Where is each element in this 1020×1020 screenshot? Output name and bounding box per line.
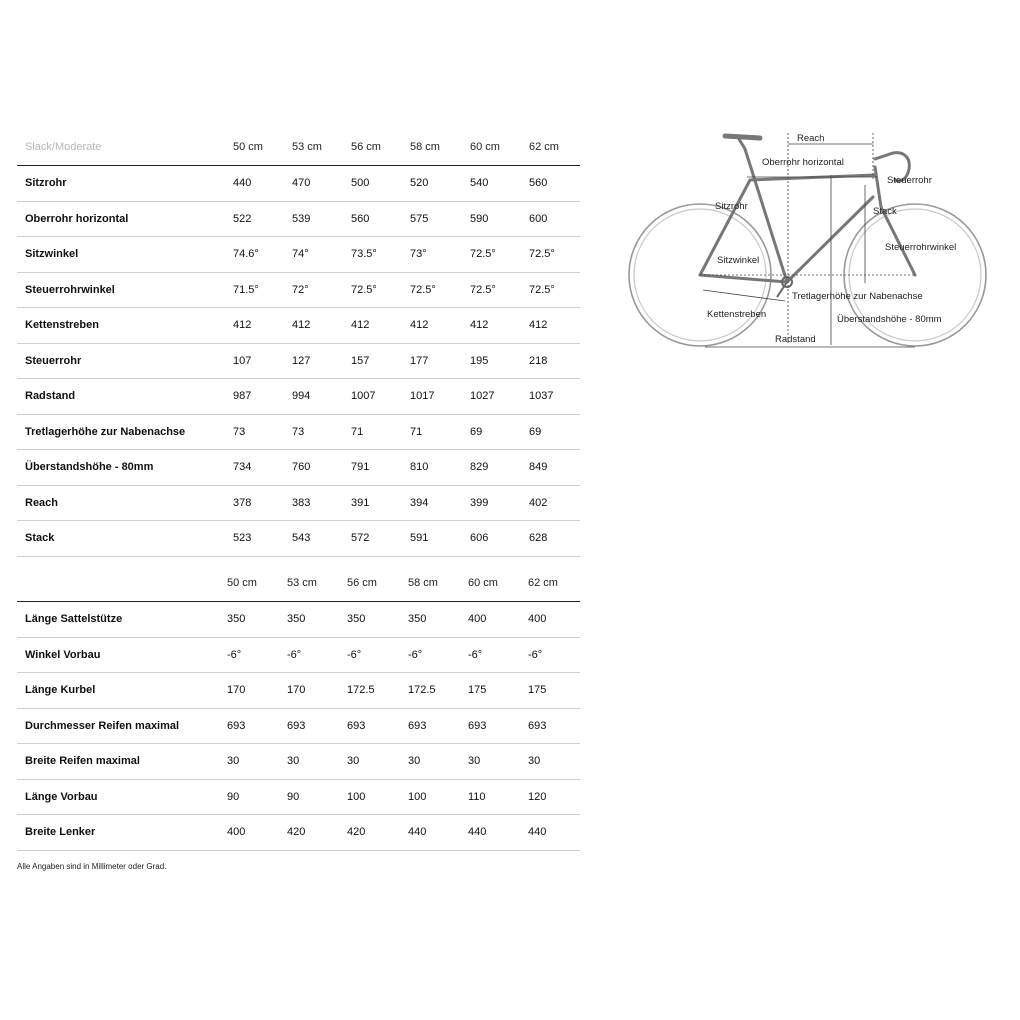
components-header-row [17,566,580,602]
table-cell: 350 [408,613,427,625]
table-cell: 195 [470,354,489,367]
row-label: Überstandshöhe - 80mm [25,461,154,473]
table-row [17,273,580,309]
table-row [17,638,580,674]
table-cell: 394 [410,496,429,509]
table-row [17,450,580,486]
table-row [17,308,580,344]
table-row [17,744,580,780]
table-cell: -6° [408,648,423,661]
label-steuerrohr: Steuerrohr [887,175,932,186]
table-cell: 523 [233,532,252,544]
size-header: 60 cm [468,577,498,589]
table-cell: 72.5° [470,248,496,260]
geometry-table [17,130,580,557]
table-cell: 73° [410,248,427,260]
table-cell: 30 [528,755,541,767]
table-cell: 72.5° [529,283,555,296]
table-cell: 72.5° [529,248,555,260]
table-cell: 402 [529,496,548,509]
row-label: Durchmesser Reifen maximal [25,719,180,732]
table-cell: 90 [287,790,300,803]
table-row [17,521,580,557]
table-cell: 350 [227,613,246,625]
table-cell: 520 [410,177,429,189]
row-label: Tretlagerhöhe zur Nabenachse [25,425,186,438]
table-cell: 107 [233,354,252,367]
label-stack: Stack [873,206,897,217]
row-label: Länge Sattelstütze [25,613,123,625]
table-row [17,709,580,745]
table-cell: 829 [470,461,489,473]
table-cell: 849 [529,461,548,473]
size-header: 58 cm [410,141,440,153]
table-cell: 400 [528,613,547,625]
table-cell: 560 [529,177,548,189]
table-cell: 606 [470,532,489,544]
table-cell: 539 [292,212,311,225]
table-cell: 30 [347,755,360,767]
size-header: 62 cm [529,141,559,153]
label-steuerrohrwinkel: Steuerrohrwinkel [885,242,957,253]
table-cell: 30 [408,755,421,767]
table-cell: 470 [292,177,311,189]
table-cell: 69 [529,425,542,438]
table-cell: 399 [470,496,489,509]
bike-geometry-diagram [625,125,995,355]
table-cell: 543 [292,532,311,544]
table-cell: 693 [528,719,547,732]
row-label: Radstand [25,390,76,402]
table-row [17,237,580,273]
table-cell: 600 [529,212,548,225]
label-radstand: Radstand [775,334,816,345]
table-cell: 71 [410,425,423,438]
table-cell: 175 [528,684,547,696]
table-cell: 994 [292,390,311,402]
table-cell: 810 [410,461,429,473]
table-cell: 591 [410,532,429,544]
table-cell: 72.5° [470,283,496,296]
label-ueberstand: Überstandshöhe - 80mm [837,314,942,325]
label-tretlager: Tretlagerhöhe zur Nabenachse [792,291,923,302]
row-label: Sitzrohr [25,177,67,189]
table-cell: 1017 [410,390,435,402]
table-cell: 100 [408,790,427,803]
table-cell: -6° [528,648,543,661]
table-cell: 440 [468,826,487,838]
label-sitzrohr: Sitzrohr [715,201,748,212]
table-cell: 127 [292,354,311,367]
size-header: 62 cm [528,577,558,589]
table-cell: 170 [287,684,306,696]
table-cell: 590 [470,212,489,225]
table-cell: 540 [470,177,489,189]
size-header: 53 cm [287,577,317,589]
row-label: Oberrohr horizontal [25,212,129,225]
table-cell: 72.5° [351,283,377,296]
geometry-header-row [17,130,580,166]
table-row [17,673,580,709]
table-cell: 412 [292,319,311,331]
size-header: 58 cm [408,577,438,589]
table-cell: 74° [292,248,309,260]
table-row [17,602,580,638]
table-row [17,815,580,851]
table-cell: 412 [351,319,370,331]
table-row [17,344,580,380]
row-label: Sitzwinkel [25,248,79,260]
table-cell: 522 [233,212,252,225]
table-cell: 412 [410,319,429,331]
table-cell: 73 [233,425,246,438]
table-cell: 73 [292,425,305,438]
table-cell: 73.5° [351,248,377,260]
table-row [17,486,580,522]
table-cell: 760 [292,461,311,473]
table-cell: 175 [468,684,487,696]
table-cell: 440 [233,177,252,189]
table-cell: 420 [287,826,306,838]
table-cell: 172.5 [347,684,375,696]
table-cell: 412 [233,319,252,331]
size-header: 56 cm [351,141,381,153]
table-variant-label: Slack/Moderate [25,141,102,153]
table-cell: 72.5° [410,283,436,296]
table-cell: 1037 [529,390,554,402]
table-cell: 71.5° [233,283,259,296]
table-cell: 69 [470,425,483,438]
row-label: Breite Lenker [25,826,96,838]
table-row [17,415,580,451]
table-cell: 170 [227,684,246,696]
table-cell: 420 [347,826,366,838]
table-cell: 90 [227,790,240,803]
table-cell: 693 [287,719,306,732]
table-cell: 30 [287,755,300,767]
table-cell: 172.5 [408,684,436,696]
table-cell: 30 [468,755,481,767]
table-cell: -6° [287,648,302,661]
table-cell: 120 [528,790,547,803]
row-label: Steuerrohr [25,354,82,367]
table-cell: 72° [292,283,309,296]
table-cell: -6° [468,648,483,661]
table-cell: 400 [227,826,246,838]
table-cell: 440 [528,826,547,838]
table-cell: 500 [351,177,370,189]
row-label: Länge Vorbau [25,790,98,803]
table-row [17,202,580,238]
table-cell: 440 [408,826,427,838]
table-cell: 110 [468,790,486,803]
row-label: Breite Reifen maximal [25,755,140,767]
table-cell: 350 [347,613,366,625]
table-cell: 400 [468,613,487,625]
table-cell: 218 [529,354,548,367]
table-cell: 157 [351,354,370,367]
footnote: Alle Angaben sind in Millimeter oder Grad. [17,862,167,871]
table-cell: 693 [408,719,427,732]
size-header: 50 cm [227,577,257,589]
table-cell: 177 [410,354,429,367]
table-cell: 74.6° [233,248,259,260]
label-kettenstreben: Kettenstreben [707,309,767,320]
table-cell: 693 [468,719,487,732]
table-cell: 1007 [351,390,376,402]
components-table [17,566,580,851]
row-label: Kettenstreben [25,319,99,331]
table-cell: 71 [351,425,364,438]
table-cell: -6° [227,648,242,661]
table-cell: 693 [227,719,246,732]
table-cell: -6° [347,648,362,661]
table-cell: 734 [233,461,252,473]
table-cell: 572 [351,532,370,544]
table-cell: 987 [233,390,252,402]
table-cell: 383 [292,496,311,509]
row-label: Winkel Vorbau [25,648,101,661]
size-header: 60 cm [470,141,500,153]
table-cell: 100 [347,790,366,803]
table-cell: 575 [410,212,429,225]
size-header: 50 cm [233,141,263,153]
row-label: Stack [25,532,55,544]
table-cell: 1027 [470,390,495,402]
saddle [725,136,760,138]
table-cell: 693 [347,719,366,732]
table-cell: 791 [351,461,370,473]
table-cell: 412 [470,319,489,331]
table-cell: 391 [351,496,370,509]
table-cell: 350 [287,613,306,625]
table-row [17,166,580,202]
table-cell: 378 [233,496,252,509]
size-header: 56 cm [347,577,377,589]
label-reach: Reach [797,133,825,144]
table-cell: 628 [529,532,548,544]
table-row [17,780,580,816]
table-cell: 30 [227,755,240,767]
label-oberrohr: Oberrohr horizontal [762,157,844,168]
table-row [17,379,580,415]
size-header: 53 cm [292,141,322,153]
row-label: Steuerrohrwinkel [25,283,115,296]
row-label: Reach [25,496,59,509]
label-sitzwinkel: Sitzwinkel [717,255,760,266]
table-cell: 412 [529,319,548,331]
table-cell: 560 [351,212,370,225]
row-label: Länge Kurbel [25,684,96,696]
